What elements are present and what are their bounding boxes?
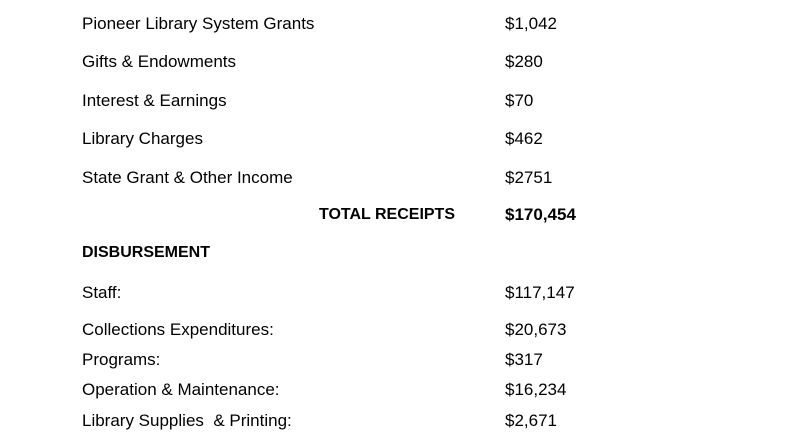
- disbursement-heading-row: [0, 240, 800, 266]
- disbursement-amount: $117,147: [505, 283, 575, 302]
- disbursement-label: Operation & Maintenance:: [82, 380, 280, 399]
- disbursement-heading: DISBURSEMENT: [82, 244, 211, 261]
- disbursement-amount: $317: [505, 350, 543, 369]
- receipt-row-library-charges: [0, 126, 800, 152]
- receipt-row-gifts: [0, 49, 800, 75]
- disbursement-label: Collections Expenditures:: [82, 320, 274, 339]
- disbursement-amount: $20,673: [505, 320, 567, 339]
- receipt-amount: $70: [505, 91, 534, 110]
- disbursement-row-supplies: [0, 408, 800, 434]
- receipt-label: Interest & Earnings: [82, 91, 227, 110]
- total-receipts-label: TOTAL RECEIPTS: [318, 206, 455, 223]
- receipt-row-interest: [0, 88, 800, 114]
- receipt-row-pioneer-grants: [0, 11, 800, 37]
- disbursement-row-collections: [0, 317, 800, 343]
- disbursement-row-operation: [0, 377, 800, 403]
- total-receipts-row: [0, 202, 800, 228]
- receipt-amount: $2751: [505, 168, 553, 187]
- receipt-label: Library Charges: [82, 129, 203, 148]
- disbursement-amount: $16,234: [505, 380, 567, 399]
- receipt-label: State Grant & Other Income: [82, 168, 293, 187]
- disbursement-label: Library Supplies & Printing:: [82, 411, 292, 430]
- disbursement-amount: $2,671: [505, 411, 557, 430]
- disbursement-label: Staff:: [82, 283, 122, 302]
- receipt-row-state-grant: [0, 165, 800, 191]
- receipt-amount: $462: [505, 129, 543, 148]
- disbursement-row-programs: [0, 347, 800, 373]
- receipt-amount: $280: [505, 52, 543, 71]
- receipt-label: Gifts & Endowments: [82, 52, 237, 71]
- receipt-label: Pioneer Library System Grants: [82, 14, 315, 33]
- disbursement-label: Programs:: [82, 350, 161, 369]
- receipt-amount: $1,042: [505, 14, 557, 33]
- disbursement-row-staff: [0, 280, 800, 306]
- total-receipts-amount: $170,454: [505, 205, 576, 224]
